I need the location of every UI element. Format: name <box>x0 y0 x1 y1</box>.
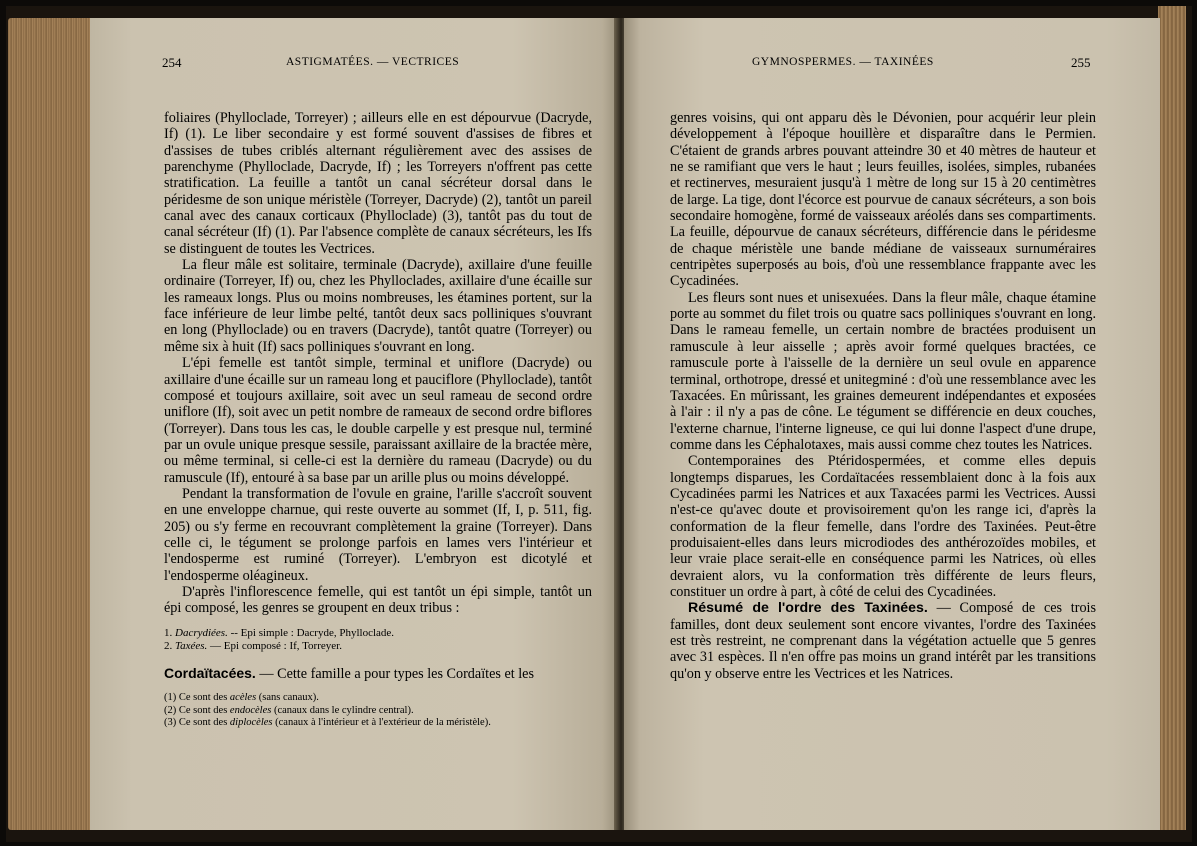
cordaitacees-paragraph <box>164 665 592 682</box>
section-text: — Cette famille a pour types les Cordaïtes et les <box>259 665 534 682</box>
right-paragraph: Contemporaines des Ptéridospermées, et comme elles depuis longtemps disparues, les Cordaïtacées ressemblaient donc à la fois aux Cycadinées parmi les Natrices et aux Taxacées parmi les Vectrices. Aussi n'est-ce qu'avec doute et provisoirement qu'on les range ici, d'après la conformation de la fleur femelle, dans l'ordre des Taxinées. Peut-être produisaient-elles dans leurs microdiodes des anthérozoïdes mobiles, et leur vraie place serait-elle en conséquence parmi les Natrices, où elles devraient alors, vu la conformation très différente de leurs fleurs, constituer un ordre à part, à côté de celui des Cycadinées. <box>670 453 1096 600</box>
tribe-item <box>164 640 592 653</box>
tribe-number: 1. <box>164 626 173 639</box>
section-heading: Cordaïtacées. <box>164 664 256 681</box>
footnote-text: (sans canaux). <box>258 692 319 703</box>
page-edges-right <box>1158 6 1186 830</box>
footnote <box>164 705 592 718</box>
footnote-text: Ce sont des <box>178 704 228 716</box>
right-text-column <box>670 110 1096 682</box>
footnote-text: (canaux à l'intérieur et à l'extérieur de la méristèle). <box>275 717 491 728</box>
tribe-description: -- Epi simple : Dacryde, Phylloclade. <box>230 626 395 639</box>
tribe-list <box>164 627 592 653</box>
footnote-term: diplocèles <box>229 717 273 728</box>
footnote <box>164 692 592 705</box>
left-paragraph: L'épi femelle est tantôt simple, terminal et uniflore (Dacryde) ou axillaire d'une écaille sur un rameau long et pauciflore (Phylloclade), tantôt composé et toujours axillaire, soit avec un seul rameau de second ordre uniflore (If), soit avec un petit nombre de rameaux de second ordre biflores (Torreyer). Dans tous les cas, le double carpelle y est presque nul, terminé par un ovule unique presque sessile, paraissant axillaire de la bractée mère, ou même terminal, si celle-ci est la dernière du rameau (Dacryde) ou du ramuscule (If), entouré à sa base par un arille plus ou moins développé. <box>164 355 592 486</box>
left-running-head: ASTIGMATÉES. — VECTRICES <box>286 56 460 68</box>
tribe-name: Taxées. <box>175 639 208 652</box>
footnote <box>164 717 592 730</box>
left-page-number: 254 <box>162 55 182 70</box>
left-paragraph: Pendant la transformation de l'ovule en graine, l'arille s'accroît souvent en une enveloppe charnue, qui reste ouverte au sommet (If, I, p. 511, fig. 205) ou s'y ferme en recouvrant complètement la graine (Torreyer). Dans celle ci, le tégument se prolonge parfois en lames vers l'intérieur et l'endosperme est ruminé (Torreyer). L'embryon est dicotylé et l'endosperme oléagineux. <box>164 485 592 584</box>
footnote-term: acèles <box>229 692 257 703</box>
tribe-name: Dacrydiées. <box>175 626 228 639</box>
footnote-mark: (2) <box>164 704 177 716</box>
left-paragraph: D'après l'inflorescence femelle, qui est tantôt un épi simple, tantôt un épi composé, les genres se groupent en deux tribus : <box>164 583 592 617</box>
footnote-mark: (3) <box>164 717 177 728</box>
footnote-text: Ce sont des <box>178 717 228 728</box>
tribe-item <box>164 627 592 640</box>
right-running-head: GYMNOSPERMES. — TAXINÉES <box>752 56 934 68</box>
footnote-text: Ce sont des <box>178 692 228 703</box>
tribe-description: — Epi composé : If, Torreyer. <box>210 639 342 652</box>
right-paragraph: Les fleurs sont nues et unisexuées. Dans la fleur mâle, chaque étamine porte au sommet du filet trois ou quatre sacs polliniques s'ouvrant en long. Dans le rameau femelle, un certain nombre de bractées produisent un ramuscule à leur aisselle ; après avoir formé quelques bractées, ce ramuscule porte à l'aisselle de la dernière un seul ovule en apparence terminal, orthotrope, dressé et unitegminé : d'où une ressemblance avec les Taxacées. En mûrissant, les graines demeurent indépendantes et exposées à l'air : il n'y a pas de cône. Le tégument se différencie en deux couches, l'externe charnue, l'interne ligneuse, ce qui lui donne l'aspect d'une drupe, comme dans les Céphalotaxes, mais aussi comme chez toutes les Natrices. <box>670 289 1096 453</box>
left-paragraph: foliaires (Phylloclade, Torreyer) ; ailleurs elle en est dépourvue (Dacryde, If) (1). Le liber secondaire y est formé souvent d'assises de fibres et d'assises de tubes criblés alternant régulièrement avec des assises de parenchyme (Phylloclade, Dacryde, If) ; les Torreyers n'offrent pas cette stratification. La feuille a tantôt un canal sécréteur dorsal dans le péridesme de son unique méristèle (Torreyer, Dacryde) (2), tantôt un pareil canal avec des canaux corticaux (Phylloclade) (3), tantôt pas du tout de canal sécréteur (If) (1). Par l'absence complète de canaux sécréteurs, les Ifs se distinguent de toutes les Vectrices. <box>164 110 592 257</box>
footnotes <box>164 692 592 730</box>
page-edges-left <box>8 18 94 830</box>
left-text-column <box>164 110 592 730</box>
footnote-text: (canaux dans le cylindre central). <box>273 704 414 716</box>
tribe-number: 2. <box>164 639 173 652</box>
right-page-number: 255 <box>1071 55 1091 70</box>
left-paragraph: La fleur mâle est solitaire, terminale (Dacryde), axillaire d'une feuille ordinaire (Torreyer, If) ou, chez les Phylloclades, axillaire d'une écaille sur les rameaux longs. Plus ou moins nombreuses, les étamines portent, sur la face inférieure de leur limbe pelté, tantôt deux sacs polliniques s'ouvrant en long (Phylloclade) ou en travers (Dacryde), tantôt quatre (Torreyer) ou même six à huit (If) sacs polliniques s'ouvrant en long. <box>164 257 592 355</box>
resume-heading: Résumé de l'ordre des Taxinées. <box>688 600 928 617</box>
footnote-term: endocèles <box>229 704 272 716</box>
right-paragraph: genres voisins, qui ont apparu dès le Dévonien, pour acquérir leur plein développement à l'époque houillère et disparaître dans le Permien. C'étaient de grands arbres pouvant atteindre 30 et 40 mètres de hauteur et ne se ramifiant que vers le haut ; leurs feuilles, isolées, simples, rubanées et rectinerves, mesuraient jusqu'à 1 mètre de long sur 15 à 20 centimètres de large. La tige, dont l'écorce est pourvue de canaux sécréteurs, a son bois secondaire homogène, formé de vaisseaux aréolés dans ses compartiments. La feuille, dépourvue de canaux sécréteurs, différencie dans le péridesme de chaque méristèle une bande médiane de vaisseaux surnuméraires centripètes superposés au bois, d'où une ressemblance frappante avec les Cycadinées. <box>670 110 1096 290</box>
resume-paragraph <box>670 600 1096 682</box>
resume-text: — Composé de ces trois familles, dont deux seulement sont encore vivantes, l'ordre des Taxinées est très restreint, ne comprenant dans la végétation actuelle que 5 genres avec 31 espèces. Il n'en offre pas moins un grand intérêt par les transitions qu'on y observe entre les Vectrices et les Natrices. <box>670 600 1097 682</box>
footnote-mark: (1) <box>164 692 177 703</box>
